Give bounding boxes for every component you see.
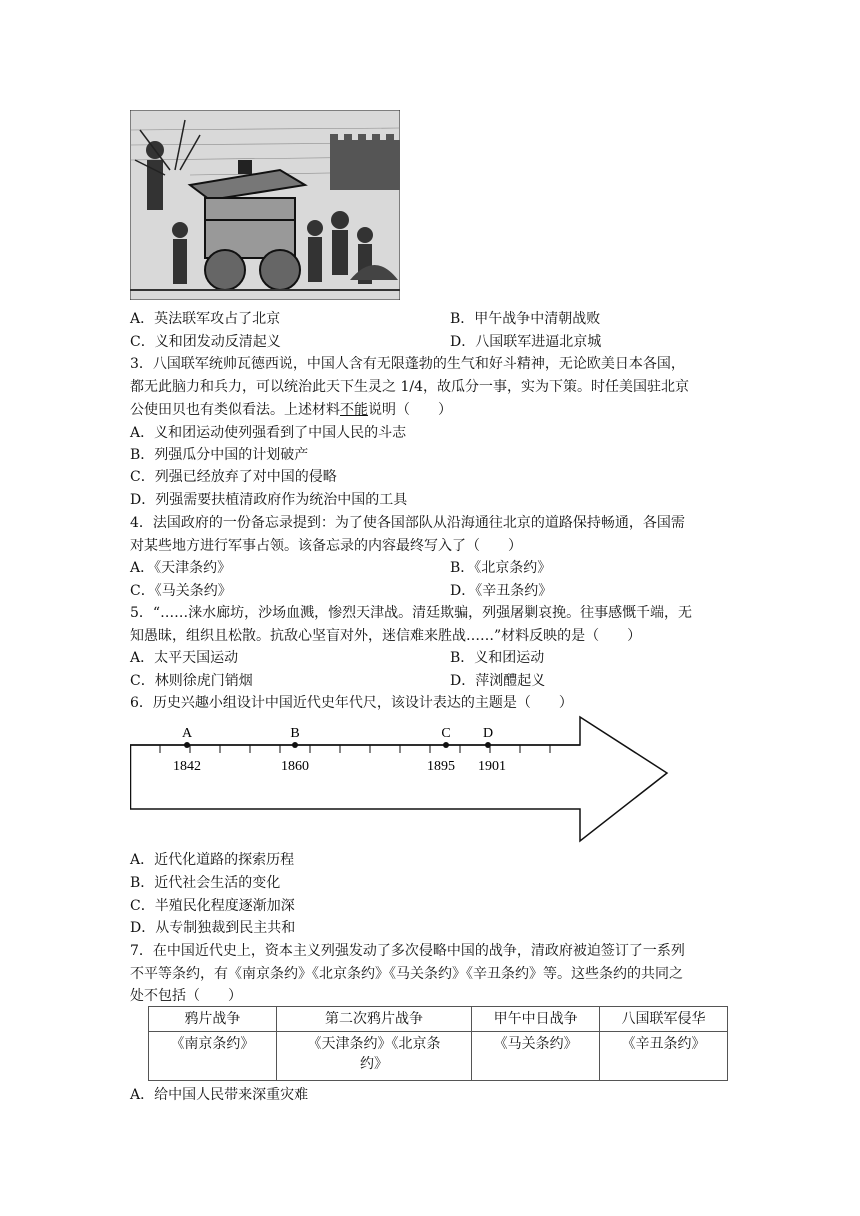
timeline-letter-b: B <box>290 726 300 741</box>
timeline-year-c: 1895 <box>427 759 455 774</box>
q3-option-c: C．列强已经放弃了对中国的侵略 <box>130 469 337 485</box>
q3-option-b: B．列强瓜分中国的计划破产 <box>130 447 309 463</box>
timeline-arrow-diagram <box>130 715 670 845</box>
table-cell: 《南京条约》 <box>149 1032 277 1081</box>
q7-stem-line3: 处不包括（ ） <box>130 988 242 1004</box>
q6-option-a: A．近代化道路的探索历程 <box>130 852 295 868</box>
q2-option-a: A．英法联军攻占了北京 <box>130 311 281 327</box>
timeline-point-a <box>184 742 190 748</box>
table-header-row <box>149 1007 728 1032</box>
timeline-point-d <box>485 742 491 748</box>
q5-stem-line2: 知愚昧，组织且松散。抗敌心坚盲对外，迷信难来胜战……”材料反映的是（ ） <box>130 628 642 644</box>
q4-option-d: D．《辛丑条约》 <box>450 583 553 599</box>
timeline-letter-a: A <box>181 726 193 741</box>
q5-option-d: D．萍浏醴起义 <box>450 673 546 689</box>
timeline-year-a: 1842 <box>173 759 201 774</box>
table-cell <box>276 1032 471 1081</box>
q6-stem: 6．历史兴趣小组设计中国近代史年代尺，该设计表达的主题是（ ） <box>130 695 573 711</box>
timeline-year-d: 1901 <box>478 759 506 774</box>
q4-stem-line2: 对某些地方进行军事占领。该备忘录的内容最终写入了（ ） <box>130 538 522 554</box>
q3-stem-text: 公使田贝也有类似看法。上述材料 <box>130 402 340 418</box>
q2-option-d: D．八国联军进逼北京城 <box>450 334 602 350</box>
timeline-letter-d: D <box>482 726 494 741</box>
q5-option-a: A．太平天国运动 <box>130 650 239 666</box>
table-header-cell: 第二次鸦片战争 <box>276 1007 471 1032</box>
timeline-letter-c: C <box>441 726 451 741</box>
q2-option-c: C．义和团发动反清起义 <box>130 334 281 350</box>
q4-option-c: C．《马关条约》 <box>130 583 232 599</box>
q5-option-b: B．义和团运动 <box>450 650 545 666</box>
timeline-point-c <box>443 742 449 748</box>
q4-option-a: A．《天津条约》 <box>130 560 232 576</box>
q2-option-b: B．甲午战争中清朝战败 <box>450 311 601 327</box>
table-row <box>149 1032 728 1081</box>
q3-stem-line2: 都无此脑力和兵力，可以统治此天下生灵之 1/4，故瓜分一事，实为下策。时任美国驻北京 <box>130 379 689 395</box>
timeline-arrow-shape <box>131 717 668 841</box>
table-cell-line2: 约》 <box>360 1056 389 1072</box>
timeline-year-b: 1860 <box>281 759 309 774</box>
q7-option-a: A．给中国人民带来深重灾难 <box>130 1087 309 1103</box>
historical-illustration <box>130 110 400 300</box>
table-header-cell: 八国联军侵华 <box>600 1007 728 1032</box>
q3-option-a: A．义和团运动使列强看到了中国人民的斗志 <box>130 425 407 441</box>
table-header-cell: 鸦片战争 <box>149 1007 277 1032</box>
q6-option-b: B．近代社会生活的变化 <box>130 875 281 891</box>
q3-option-d: D．列强需要扶植清政府作为统治中国的工具 <box>130 492 408 508</box>
table-cell: 《马关条约》 <box>472 1032 600 1081</box>
q4-option-b: B．《北京条约》 <box>450 560 552 576</box>
timeline-point-b <box>292 742 298 748</box>
q4-stem-line1: 4．法国政府的一份备忘录提到：为了使各国部队从沿海通往北京的道路保持畅通，各国需 <box>130 515 685 531</box>
q7-stem-line1: 7．在中国近代史上，资本主义列强发动了多次侵略中国的战争，清政府被迫签订了一系列 <box>130 943 685 959</box>
q3-stem-tail: 说明（ ） <box>368 402 452 418</box>
table-cell: 《辛丑条约》 <box>600 1032 728 1081</box>
q5-option-c: C．林则徐虎门销烟 <box>130 673 253 689</box>
q5-stem-line1: 5．“……涞水廊坊，沙场血溅，惨烈天津战。清廷欺骗，列强屠剿哀挽。往事感慨千端，无 <box>130 605 693 621</box>
q7-stem-line2: 不平等条约，有《南京条约》《北京条约》《马关条约》《辛丑条约》等。这些条约的共同之 <box>130 966 683 982</box>
table-header-cell: 甲午中日战争 <box>472 1007 600 1032</box>
q3-underlined-keyword: 不能 <box>340 402 368 418</box>
q6-option-c: C．半殖民化程度逐渐加深 <box>130 898 295 914</box>
q3-stem-line3 <box>130 401 452 419</box>
table-cell-line1: 《天津条约》《北京条 <box>307 1036 441 1052</box>
q3-stem-line1: 3．八国联军统帅瓦德西说，中国人含有无限蓬勃的生气和好斗精神，无论欧美日本各国， <box>130 356 685 372</box>
treaty-table <box>148 1006 728 1081</box>
q6-option-d: D．从专制独裁到民主共和 <box>130 920 296 936</box>
